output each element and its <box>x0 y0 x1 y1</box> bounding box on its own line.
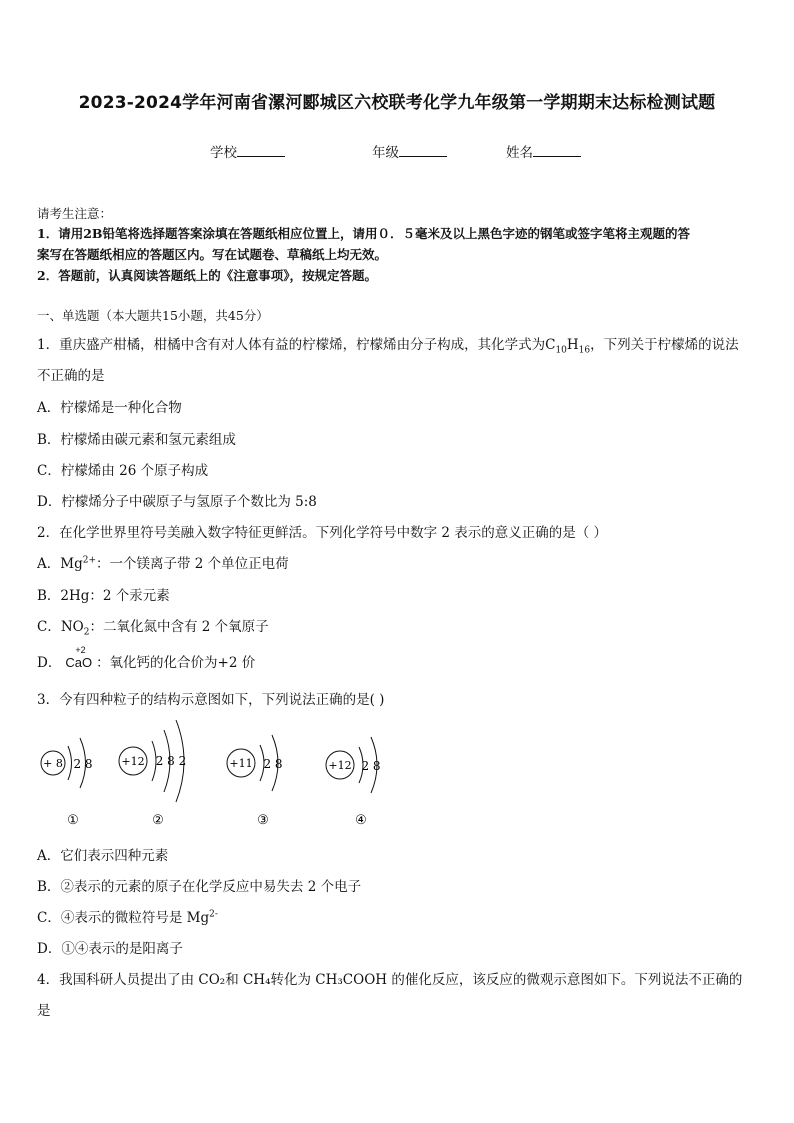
option-1c[interactable]: C．柠檬烯由 26 个原子构成 <box>37 463 209 479</box>
option-3d[interactable]: D．①④表示的是阳离子 <box>37 941 183 957</box>
question-1-stem-cont: 不正确的是 <box>37 368 105 384</box>
atom-4-electrons: 2 8 <box>361 759 381 773</box>
notice-item: 2．答题前，认真阅读答题纸上的《注意事项》，按规定答题。 <box>37 268 377 283</box>
option-2d[interactable]: D． +2 CaO ：氧化钙的化合价为+2 价 <box>37 645 256 671</box>
question-1-stem: 1．重庆盛产柑橘，柑橘中含有对人体有益的柠檬烯，柠檬烯由分子构成，其化学式为$C_{10}H_{16}$，下列关于柠檬烯的说法 <box>37 337 739 356</box>
option-1b[interactable]: B．柠檬烯由碳元素和氢元素组成 <box>37 432 236 448</box>
question-4-stem-cont: 是 <box>37 1003 51 1019</box>
atom-2 <box>119 720 186 828</box>
atom-3 <box>227 735 283 828</box>
option-2c[interactable]: C．$NO_2$：二氧化氮中含有 2 个氧原子 <box>37 619 269 638</box>
notice-heading: 请考生注意： <box>37 206 113 221</box>
section-heading: 一、单选题（本大题共15小题，共45分） <box>37 308 269 323</box>
atom-1 <box>41 738 93 828</box>
grade-field: 年级 <box>372 141 447 161</box>
atom-3-label: ③ <box>257 813 269 828</box>
page-title: 2023-2024学年河南省漯河郾城区六校联考化学九年级第一学期期末达标检测试题 <box>78 93 716 113</box>
option-2b[interactable]: B．2Hg：2 个汞元素 <box>37 588 170 604</box>
atom-1-nucleus: + 8 <box>43 757 63 770</box>
notice-item: 1．请用2B铅笔将选择题答案涂填在答题纸相应位置上，请用０．５毫米及以上黑色字迹的钢笔或签字笔将主观题的答 <box>37 226 690 241</box>
atom-2-nucleus: +12 <box>121 755 145 768</box>
option-2a[interactable]: A．$Mg^{2+}$：一个镁离子带 2 个单位正电荷 <box>37 555 289 572</box>
atom-3-nucleus: +11 <box>229 757 253 770</box>
option-3c[interactable]: C．④表示的微粒符号是 $Mg^{2-}$ <box>37 909 218 926</box>
name-field: 姓名 <box>506 141 581 161</box>
question-3-stem: 3．今有四种粒子的结构示意图如下，下列说法正确的是( ) <box>37 692 385 708</box>
name-blank[interactable] <box>533 144 581 157</box>
school-field: 学校 <box>210 141 285 161</box>
option-1d[interactable]: D．柠檬烯分子中碳原子与氢原子个数比为 5:8 <box>37 494 317 510</box>
atom-2-label: ② <box>152 813 164 828</box>
atom-1-electrons: 2 8 <box>73 757 93 771</box>
option-3a[interactable]: A．它们表示四种元素 <box>37 848 169 864</box>
atom-3-electrons: 2 8 <box>263 757 283 771</box>
question-2-stem: 2．在化学世界里符号美融入数字特征更鲜活。下列化学符号中数字 2 表示的意义正确的是（ ） <box>37 525 608 541</box>
notice-item: 案写在答题纸相应的答题区内。写在试题卷、草稿纸上均无效。 <box>37 247 388 262</box>
atom-4-label: ④ <box>355 813 367 828</box>
school-blank[interactable] <box>237 144 285 157</box>
atom-4 <box>326 737 381 828</box>
atom-1-label: ① <box>67 813 79 828</box>
atom-4-nucleus: +12 <box>328 759 352 772</box>
atom-2-electrons: 2 8 2 <box>155 754 187 768</box>
grade-blank[interactable] <box>399 144 447 157</box>
question-4-stem: 4．我国科研人员提出了由 CO₂和 CH₄转化为 CH₃COOH 的催化反应，该反应的微观示意图如下。下列说法不正确的 <box>37 972 743 988</box>
option-3b[interactable]: B．②表示的元素的原子在化学反应中易失去 2 个电子 <box>37 879 362 895</box>
atomic-structure-diagram <box>30 708 390 833</box>
cao-formula: +2 CaO <box>65 645 93 670</box>
option-1a[interactable]: A．柠檬烯是一种化合物 <box>37 400 182 416</box>
